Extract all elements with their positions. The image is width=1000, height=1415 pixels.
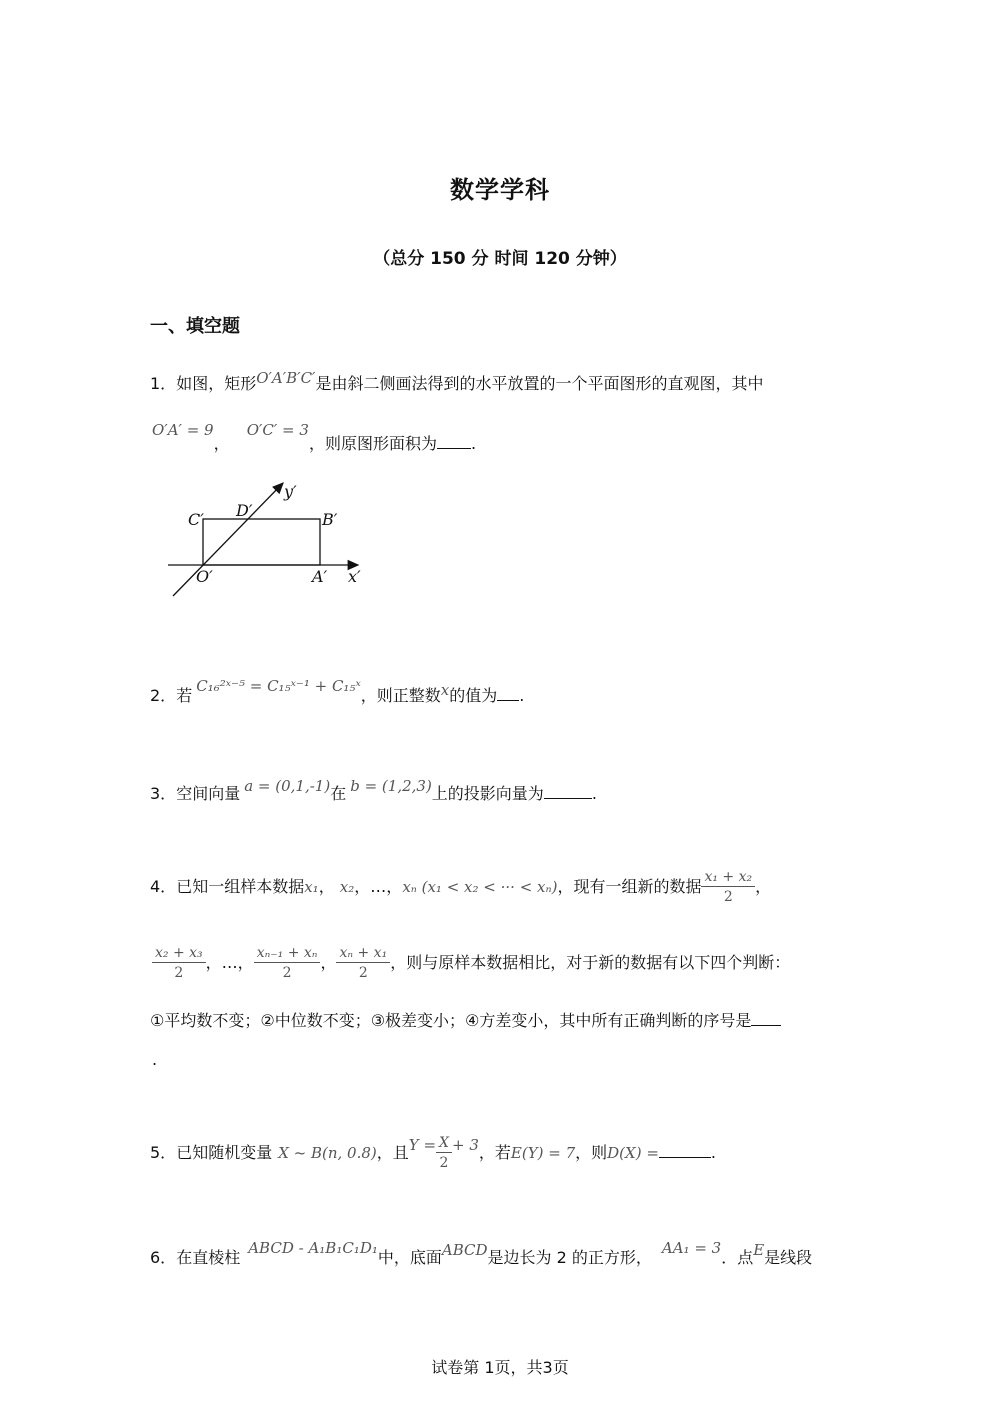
rectangle-shape: [203, 519, 320, 565]
question-4-line-3: [150, 1011, 781, 1031]
question-text: 中，底面: [377, 1248, 442, 1267]
question-number: 4．: [150, 877, 177, 896]
period: .: [470, 434, 477, 453]
question-2: [150, 676, 524, 706]
question-number: 3．: [150, 784, 177, 803]
separator: ，: [318, 877, 335, 896]
question-text: 已知一组样本数据: [176, 877, 305, 896]
y-axis: [173, 483, 283, 596]
math-expression: O′C′ = 3: [246, 421, 309, 439]
math-expression: xₙ (x₁ < x₂ < ··· < xₙ): [402, 878, 558, 896]
period: .: [519, 686, 525, 705]
math-variable: E: [753, 1241, 765, 1259]
question-number: 6．: [150, 1248, 177, 1267]
math-variable: x₂: [339, 878, 355, 896]
label-d: D′: [236, 501, 253, 520]
math-expression: + 3: [452, 1136, 479, 1154]
period: .: [710, 1143, 716, 1162]
math-expression: O′A′ = 9: [152, 421, 214, 439]
question-3: [150, 776, 597, 804]
period: .: [152, 1050, 158, 1069]
question-6: [150, 1238, 812, 1268]
question-number: 1．: [150, 374, 177, 393]
label-o: O′: [196, 567, 213, 586]
question-text: 在直棱柱: [176, 1248, 241, 1267]
math-expression: AA₁ = 3: [661, 1239, 722, 1257]
question-text: ．点: [721, 1248, 754, 1267]
page-title: 数学学科: [450, 176, 550, 204]
question-text: 如图，矩形: [176, 374, 257, 393]
math-expression: D(X) =: [607, 1144, 659, 1162]
question-text: ，则与原样本数据相比，对于新的数据有以下四个判断：: [390, 953, 791, 972]
question-text: ，且: [376, 1143, 409, 1162]
math-variable: x₁: [304, 878, 319, 896]
fraction: $\frac{\text{x₁ + x₂}}{2}$: [701, 868, 755, 907]
math-variable: x: [440, 681, 450, 699]
separator: ，: [213, 434, 230, 453]
question-text: ，则原图形面积为: [308, 434, 437, 453]
fraction: $\frac{X}{2}$: [436, 1134, 452, 1173]
label-c: C′: [188, 510, 204, 529]
separator: ，: [354, 877, 371, 896]
question-text: 是边长为 2 的正方形，: [487, 1248, 652, 1267]
answer-blank: [544, 784, 592, 799]
period: .: [591, 784, 597, 803]
question-text: ，现有一组新的数据: [557, 877, 702, 896]
question-text: 若: [176, 686, 193, 705]
page-subtitle: （总分 150 分 时间 120 分钟）: [373, 249, 627, 269]
label-y: y′: [284, 482, 297, 501]
rectangle-figure: [160, 475, 390, 605]
separator: ，: [237, 953, 254, 972]
answer-blank: [659, 1143, 711, 1158]
section-title: 一、填空题: [150, 316, 240, 337]
math-expression: X ~ B(n, 0.8): [278, 1144, 377, 1162]
fraction: $\frac{\text{xₙ₋₁ + xₙ}}{2}$: [254, 944, 321, 983]
question-text: 的值为: [449, 686, 498, 705]
math-expression: a = (0,1,-1): [244, 777, 331, 795]
separator: ，: [755, 877, 772, 896]
ellipsis: …: [221, 953, 238, 972]
question-text: 是由斜二侧画法得到的水平放置的一个平面图形的直观图，其中: [315, 374, 764, 393]
answer-blank: [437, 434, 471, 449]
math-expression: ABCD: [441, 1241, 488, 1259]
question-4-line-2: [152, 944, 790, 983]
fraction: $\frac{\text{xₙ + x₁}}{2}$: [336, 944, 390, 983]
math-expression: ABCD - A₁B₁C₁D₁: [248, 1239, 378, 1257]
label-a: A′: [312, 567, 328, 586]
separator: ，: [386, 877, 403, 896]
label-b: B′: [322, 510, 338, 529]
answer-blank: [497, 686, 519, 701]
math-expression: b = (1,2,3): [350, 777, 432, 795]
question-text: 在: [330, 784, 347, 803]
question-text: ①平均数不变；②中位数不变；③极差变小；④方差变小，其中所有正确判断的序号是: [150, 1011, 752, 1030]
math-expression: Y =: [408, 1136, 437, 1154]
question-1-line-1: [150, 368, 763, 394]
question-text: ，则: [575, 1143, 608, 1162]
ellipsis: …: [370, 877, 387, 896]
question-number: 2．: [150, 686, 177, 705]
question-4-line-1: [150, 868, 771, 907]
question-text: ，则正整数: [360, 686, 441, 705]
fraction: $\frac{\text{x₂ + x₃}}{2}$: [152, 944, 206, 983]
question-1-line-2: [152, 420, 477, 453]
separator: ，: [205, 953, 222, 972]
page-footer: 试卷第 1页，共3页: [431, 1358, 569, 1377]
question-text: 空间向量: [176, 784, 241, 803]
math-expression: O′A′B′C′: [256, 369, 316, 387]
question-text: 是线段: [764, 1248, 813, 1267]
question-text: ，若: [478, 1143, 511, 1162]
separator: ，: [320, 953, 337, 972]
math-expression: C₁₆²ˣ⁻⁵ = C₁₅ˣ⁻¹ + C₁₅ˣ: [196, 677, 361, 695]
label-x: x′: [348, 567, 361, 586]
question-number: 5．: [150, 1143, 177, 1162]
math-expression: E(Y) = 7: [510, 1144, 576, 1162]
answer-blank: [751, 1011, 781, 1026]
question-text: 已知随机变量: [176, 1143, 273, 1162]
question-text: 上的投影向量为: [431, 784, 544, 803]
question-5: [150, 1124, 716, 1174]
